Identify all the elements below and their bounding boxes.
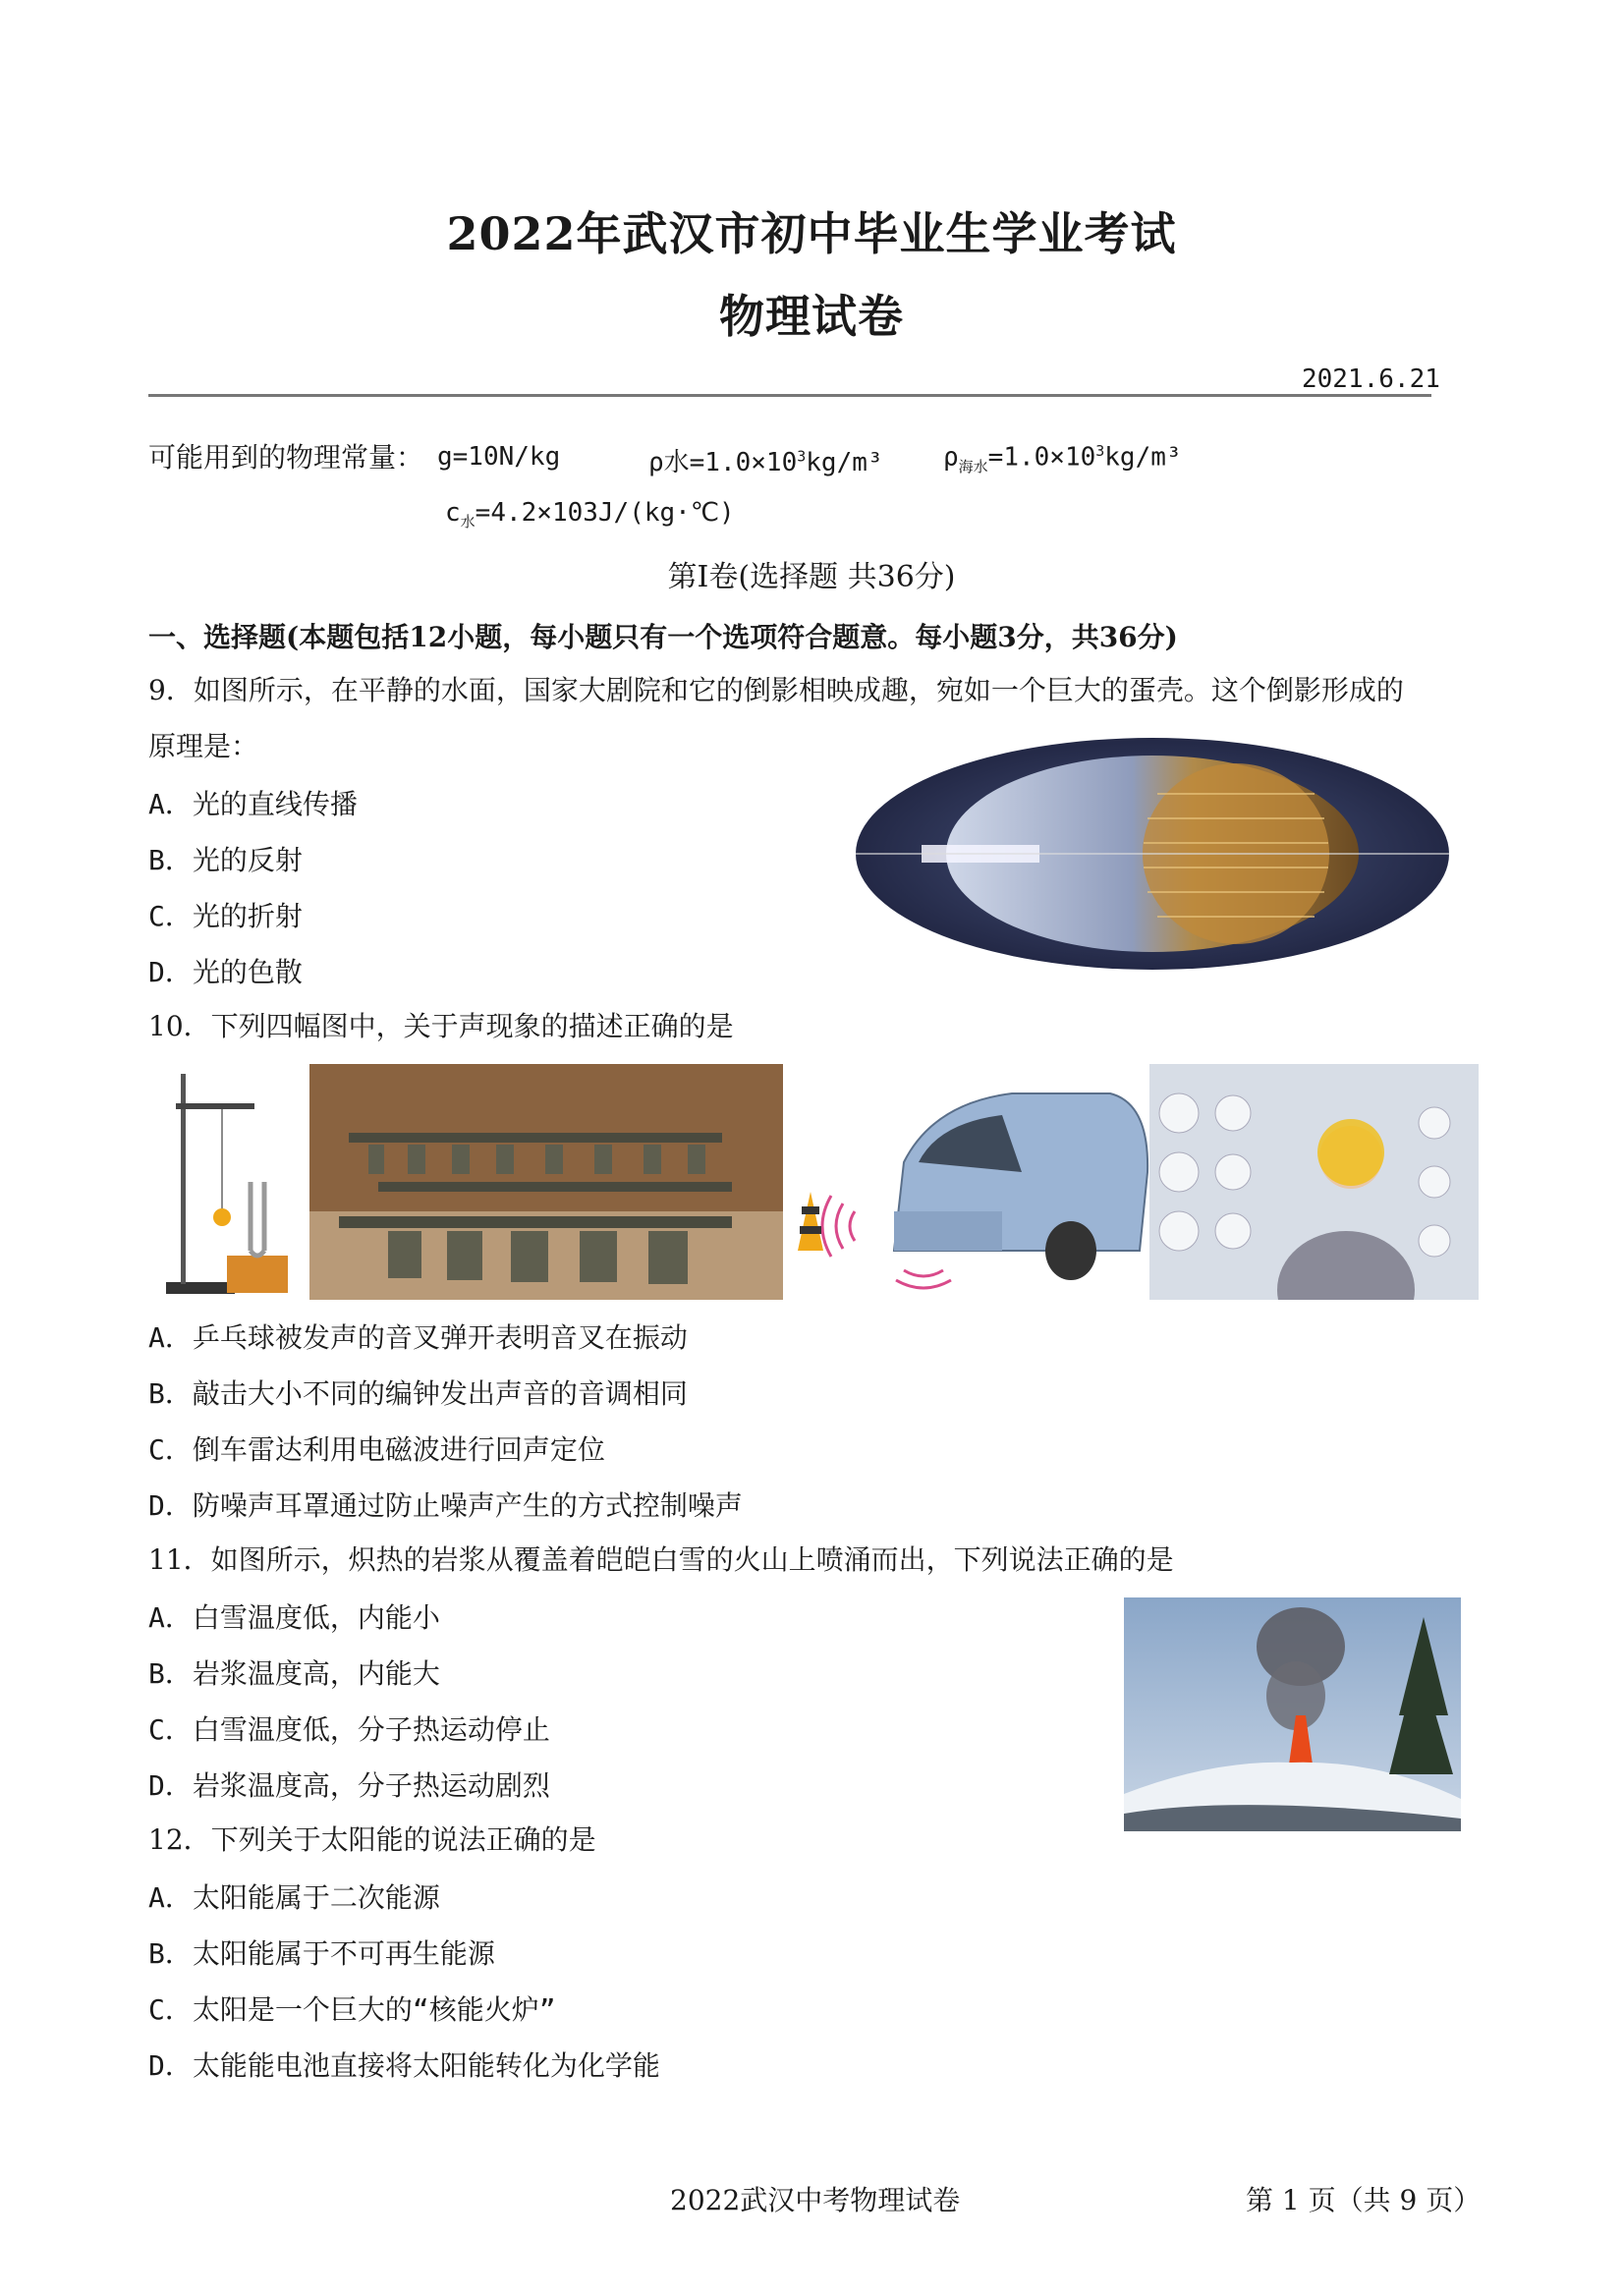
rho-sea-unit: kg/m³ [1104,442,1182,473]
question-9-option-a: A．光的直线传播 [148,788,358,820]
c-subscript: 水 [460,513,476,532]
footer-title: 2022武汉中考物理试卷 [670,2184,961,2216]
exam-title: 2022年武汉市初中毕业生学业考试 [446,207,1177,260]
rho-water-exponent: 3 [797,447,807,466]
question-11-option-b: B．岩浆温度高，内能大 [148,1657,440,1690]
question-10-stem: 10．下列四幅图中，关于声现象的描述正确的是 [148,1010,734,1042]
constant-c-water [445,498,735,532]
question-9-stem-cont: 原理是： [148,730,259,762]
question-12-option-a: A．太阳能属于二次能源 [148,1881,440,1914]
constant-rho-water [648,442,883,478]
header-divider [148,394,1431,397]
question-9-option-d: D．光的色散 [148,956,303,988]
question-10-option-b: B．敲击大小不同的编钟发出声音的音调相同 [148,1377,688,1410]
rho-sea-symbol: ρ [943,442,959,473]
question-11-option-a: A．白雪温度低，内能小 [148,1601,440,1634]
question-12-option-b: B．太阳能属于不可再生能源 [148,1937,495,1970]
question-11-option-d: D．岩浆温度高，分子热运动剧烈 [148,1769,550,1802]
page-number: 第 1 页（共 9 页） [1246,2184,1482,2216]
question-9-option-c: C．光的折射 [148,900,303,932]
rho-sea-subscript: 海水 [958,457,988,476]
question-12-option-c: C．太阳是一个巨大的“核能火炉” [148,1993,556,2026]
c-value: =4.2×103J/(kg·℃) [475,498,735,528]
question-11-stem: 11．如图所示，炽热的岩浆从覆盖着皑皑白雪的火山上喷涌而出，下列说法正确的是 [148,1543,1174,1576]
chime-bells-image [309,1064,783,1300]
ear-muffs-worker-image [1149,1064,1479,1300]
question-11-option-c: C．白雪温度低，分子热运动停止 [148,1713,550,1746]
question-9-option-b: B．光的反射 [148,844,303,876]
question-9-stem: 9．如图所示，在平静的水面，国家大剧院和它的倒影相映成趣，宛如一个巨大的蛋壳。这个倒影形成的 [148,674,1404,706]
question-12-stem: 12．下列关于太阳能的说法正确的是 [148,1823,596,1856]
question-10-option-c: C．倒车雷达利用电磁波进行回声定位 [148,1433,605,1466]
volcano-image [1124,1597,1461,1831]
exam-subtitle: 物理试卷 [719,290,904,343]
reversing-radar-image [786,1064,1149,1300]
rho-sea-value: =1.0×10 [987,442,1096,473]
rho-water-unit: kg/m³ [806,448,883,477]
question-10-option-a: A．乒乓球被发声的音叉弹开表明音叉在振动 [148,1321,688,1354]
question-10-option-d: D．防噪声耳罩通过防止噪声产生的方式控制噪声 [148,1489,743,1522]
exam-date: 2021.6.21 [1302,364,1440,394]
opera-house-image [853,735,1452,973]
c-symbol: c [445,498,461,528]
constants-label: 可能用到的物理常量： [148,441,424,474]
part-title: 一、选择题(本题包括12小题，每小题只有一个选项符合题意。每小题3分，共36分) [148,621,1178,653]
constant-g: g=10N/kg [437,442,561,472]
rho-water-value: ρ水=1.0×10 [648,448,798,477]
question-12-option-d: D．太能能电池直接将太阳能转化为化学能 [148,2049,660,2082]
rho-sea-exponent: 3 [1095,442,1105,460]
section-title: 第Ⅰ卷(选择题 共36分) [667,560,956,594]
constant-rho-sea [943,442,1182,476]
tuning-fork-image [148,1064,296,1300]
